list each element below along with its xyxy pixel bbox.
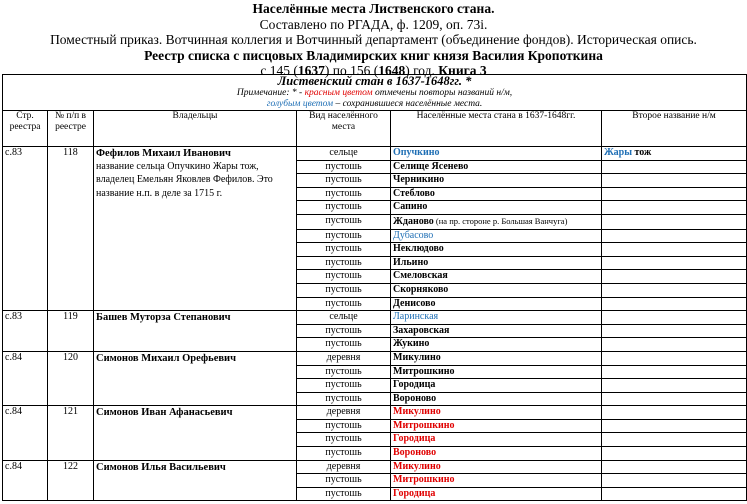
place-name: Захаровская (393, 324, 450, 336)
place-name: Денисово (393, 297, 436, 309)
type-cell: пустошь (297, 419, 391, 433)
place-cell (391, 419, 602, 433)
place-name: Жданово (393, 215, 434, 227)
table-row (3, 351, 747, 365)
second-name-cell (602, 474, 747, 488)
type-cell: пустошь (297, 447, 391, 461)
owner-name: Симонов Иван Афанасьевич (96, 407, 233, 419)
type-cell: пустошь (297, 392, 391, 406)
second-name-cell (602, 460, 747, 474)
type-cell: пустошь (297, 283, 391, 297)
second-name-cell (602, 338, 747, 352)
place-cell (391, 324, 602, 338)
place-cell (391, 338, 602, 352)
second-name-cell (602, 379, 747, 393)
place-name: Ильино (393, 256, 429, 268)
place-name: Городица (393, 433, 436, 445)
second-name-cell (602, 392, 747, 406)
place-note: (на пр. стороне р. Большая Ванчуга) (433, 215, 568, 226)
table-row (3, 311, 747, 325)
place-name: Митрошкино (393, 419, 455, 431)
register-table (2, 74, 747, 501)
second-name-cell (602, 147, 747, 161)
number-cell: 122 (48, 460, 94, 501)
place-cell (391, 351, 602, 365)
place-cell (391, 365, 602, 379)
col-owners: Владельцы (94, 111, 297, 147)
years-end: 1648 (378, 63, 406, 78)
note-mid: отмечены повторы названий н/м, (372, 88, 513, 98)
place-name: Микулино (393, 406, 441, 418)
place-name: Жукино (393, 338, 430, 350)
type-cell: пустошь (297, 297, 391, 311)
number-cell: 121 (48, 406, 94, 460)
type-cell: пустошь (297, 324, 391, 338)
number-cell: 118 (48, 147, 94, 311)
place-name: Селище Ясенево (393, 160, 469, 172)
place-name: Ларинская (393, 311, 439, 323)
note-prefix: Примечание: * - (236, 88, 305, 98)
place-name: Городица (393, 487, 436, 499)
page-cell: с.84 (3, 351, 48, 405)
number-cell: 119 (48, 311, 94, 352)
note-red: красным цветом (304, 88, 373, 98)
stan-note (5, 88, 744, 99)
owner-cell (94, 311, 297, 352)
second-name-cell (602, 174, 747, 188)
type-cell: пустошь (297, 433, 391, 447)
note-blue: голубым цветом (266, 99, 334, 109)
second-name-cell (602, 297, 747, 311)
place-cell (391, 460, 602, 474)
second-name-cell (602, 433, 747, 447)
type-cell: пустошь (297, 243, 391, 257)
years-text-a: с 145 ( (260, 63, 298, 78)
type-cell: пустошь (297, 338, 391, 352)
owner-name: Симонов Михаил Орефьевич (96, 352, 237, 364)
owner-name: Симонов Илья Васильевич (96, 461, 226, 473)
type-cell: пустошь (297, 256, 391, 270)
second-name-cell (602, 447, 747, 461)
page-cell: с.84 (3, 460, 48, 501)
place-cell (391, 379, 602, 393)
type-cell: пустошь (297, 187, 391, 201)
page-cell: с.83 (3, 311, 48, 352)
col-places: Населённые места стана в 1637-1648гг. (391, 111, 602, 147)
place-cell (391, 214, 602, 229)
table-row (3, 147, 747, 161)
type-cell: пустошь (297, 201, 391, 215)
owner-cell (94, 460, 297, 501)
place-cell (391, 201, 602, 215)
place-cell (391, 406, 602, 420)
owner-cell (94, 406, 297, 460)
second-name-cell (602, 229, 747, 243)
doc-title: Населённые места Лиственского стана. (252, 1, 495, 16)
place-name: Митрошкино (393, 474, 455, 486)
place-cell (391, 283, 602, 297)
place-cell (391, 160, 602, 174)
second-name-cell (602, 243, 747, 257)
type-cell: сельце (297, 311, 391, 325)
second-name-suffix: тож (632, 147, 652, 158)
second-name-cell (602, 487, 747, 501)
type-cell: пустошь (297, 229, 391, 243)
place-name: Городица (393, 379, 436, 391)
place-cell (391, 474, 602, 488)
stan-title: Лиственский стан в 1637-1648гг. * (277, 74, 472, 88)
doc-register-title: Реестр списка с писцовых Владимирских книг князя Василия Кропоткина (144, 47, 603, 63)
table-row (3, 460, 747, 474)
second-name-cell (602, 256, 747, 270)
place-cell (391, 174, 602, 188)
second-name-cell (602, 270, 747, 284)
type-cell: пустошь (297, 270, 391, 284)
type-cell: деревня (297, 406, 391, 420)
book-number: Книга 3 (438, 63, 487, 78)
type-cell: пустошь (297, 379, 391, 393)
second-name-cell (602, 187, 747, 201)
type-cell: пустошь (297, 474, 391, 488)
type-cell: пустошь (297, 214, 391, 229)
second-name-cell (602, 365, 747, 379)
col-type: Вид населённого места (297, 111, 391, 147)
col-second-name: Второе название н/м (602, 111, 747, 147)
place-cell (391, 297, 602, 311)
register-body (3, 147, 747, 501)
type-cell: деревня (297, 351, 391, 365)
place-name: Микулино (393, 460, 441, 472)
stan-caption (3, 75, 747, 111)
years-start: 1637 (297, 63, 325, 78)
owner-name: Башев Муторза Степанович (96, 312, 231, 324)
col-page: Стр. реестра (3, 111, 48, 147)
number-cell: 120 (48, 351, 94, 405)
owner-cell (94, 351, 297, 405)
place-cell (391, 229, 602, 243)
place-cell (391, 256, 602, 270)
place-cell (391, 447, 602, 461)
col-number: № п/п в реестре (48, 111, 94, 147)
type-cell: пустошь (297, 365, 391, 379)
place-name: Вороново (393, 392, 437, 404)
place-cell (391, 392, 602, 406)
second-name-cell (602, 406, 747, 420)
second-name-cell (602, 351, 747, 365)
type-cell: пустошь (297, 160, 391, 174)
place-cell (391, 311, 602, 325)
owner-name: Фефилов Михаил Иванович (96, 148, 231, 159)
document-header (0, 0, 747, 79)
note-end: – сохранившиеся населённые места. (333, 99, 483, 109)
place-cell (391, 147, 602, 161)
place-name: Скорняково (393, 283, 449, 295)
place-cell (391, 487, 602, 501)
place-cell (391, 270, 602, 284)
type-cell: пустошь (297, 487, 391, 501)
owner-note: название сельца Опучкино Жары тож, владелец Емельян Яковлев Фефилов. Это название н.п. в деле за 1715 г. (96, 161, 273, 199)
place-name: Черникино (393, 174, 445, 186)
place-cell (391, 187, 602, 201)
type-cell: пустошь (297, 174, 391, 188)
place-name: Митрошкино (393, 365, 455, 377)
type-cell: сельце (297, 147, 391, 161)
second-name-cell (602, 311, 747, 325)
place-name: Микулино (393, 351, 441, 363)
place-cell (391, 433, 602, 447)
second-name-cell (602, 419, 747, 433)
place-name: Дубасово (393, 229, 434, 241)
doc-fond: Поместный приказ. Вотчинная коллегия и Вотчинный департамент (объединение фондов). Историческая опись. (50, 32, 697, 47)
doc-source: Составлено по РГАДА, ф. 1209, оп. 73i. (259, 16, 488, 32)
place-name: Стеблово (393, 187, 435, 199)
type-cell: деревня (297, 460, 391, 474)
second-name-cell (602, 214, 747, 229)
second-name-cell (602, 160, 747, 174)
place-cell (391, 243, 602, 257)
second-name-cell (602, 283, 747, 297)
page-cell: с.83 (3, 147, 48, 311)
place-name: Вороново (393, 447, 437, 459)
second-name-cell (602, 324, 747, 338)
stan-note-2 (5, 99, 744, 110)
place-name: Опучкино (393, 147, 440, 158)
place-name: Смеловская (393, 270, 448, 282)
years-text-b: ) по 156 ( (324, 63, 379, 78)
second-name-cell (602, 201, 747, 215)
owner-cell (94, 147, 297, 311)
table-row (3, 406, 747, 420)
place-name: Сапино (393, 201, 428, 213)
years-text-c: ) год. (405, 63, 439, 78)
page-cell: с.84 (3, 406, 48, 460)
second-name: Жары (604, 147, 633, 158)
place-name: Неклюдово (393, 243, 444, 255)
